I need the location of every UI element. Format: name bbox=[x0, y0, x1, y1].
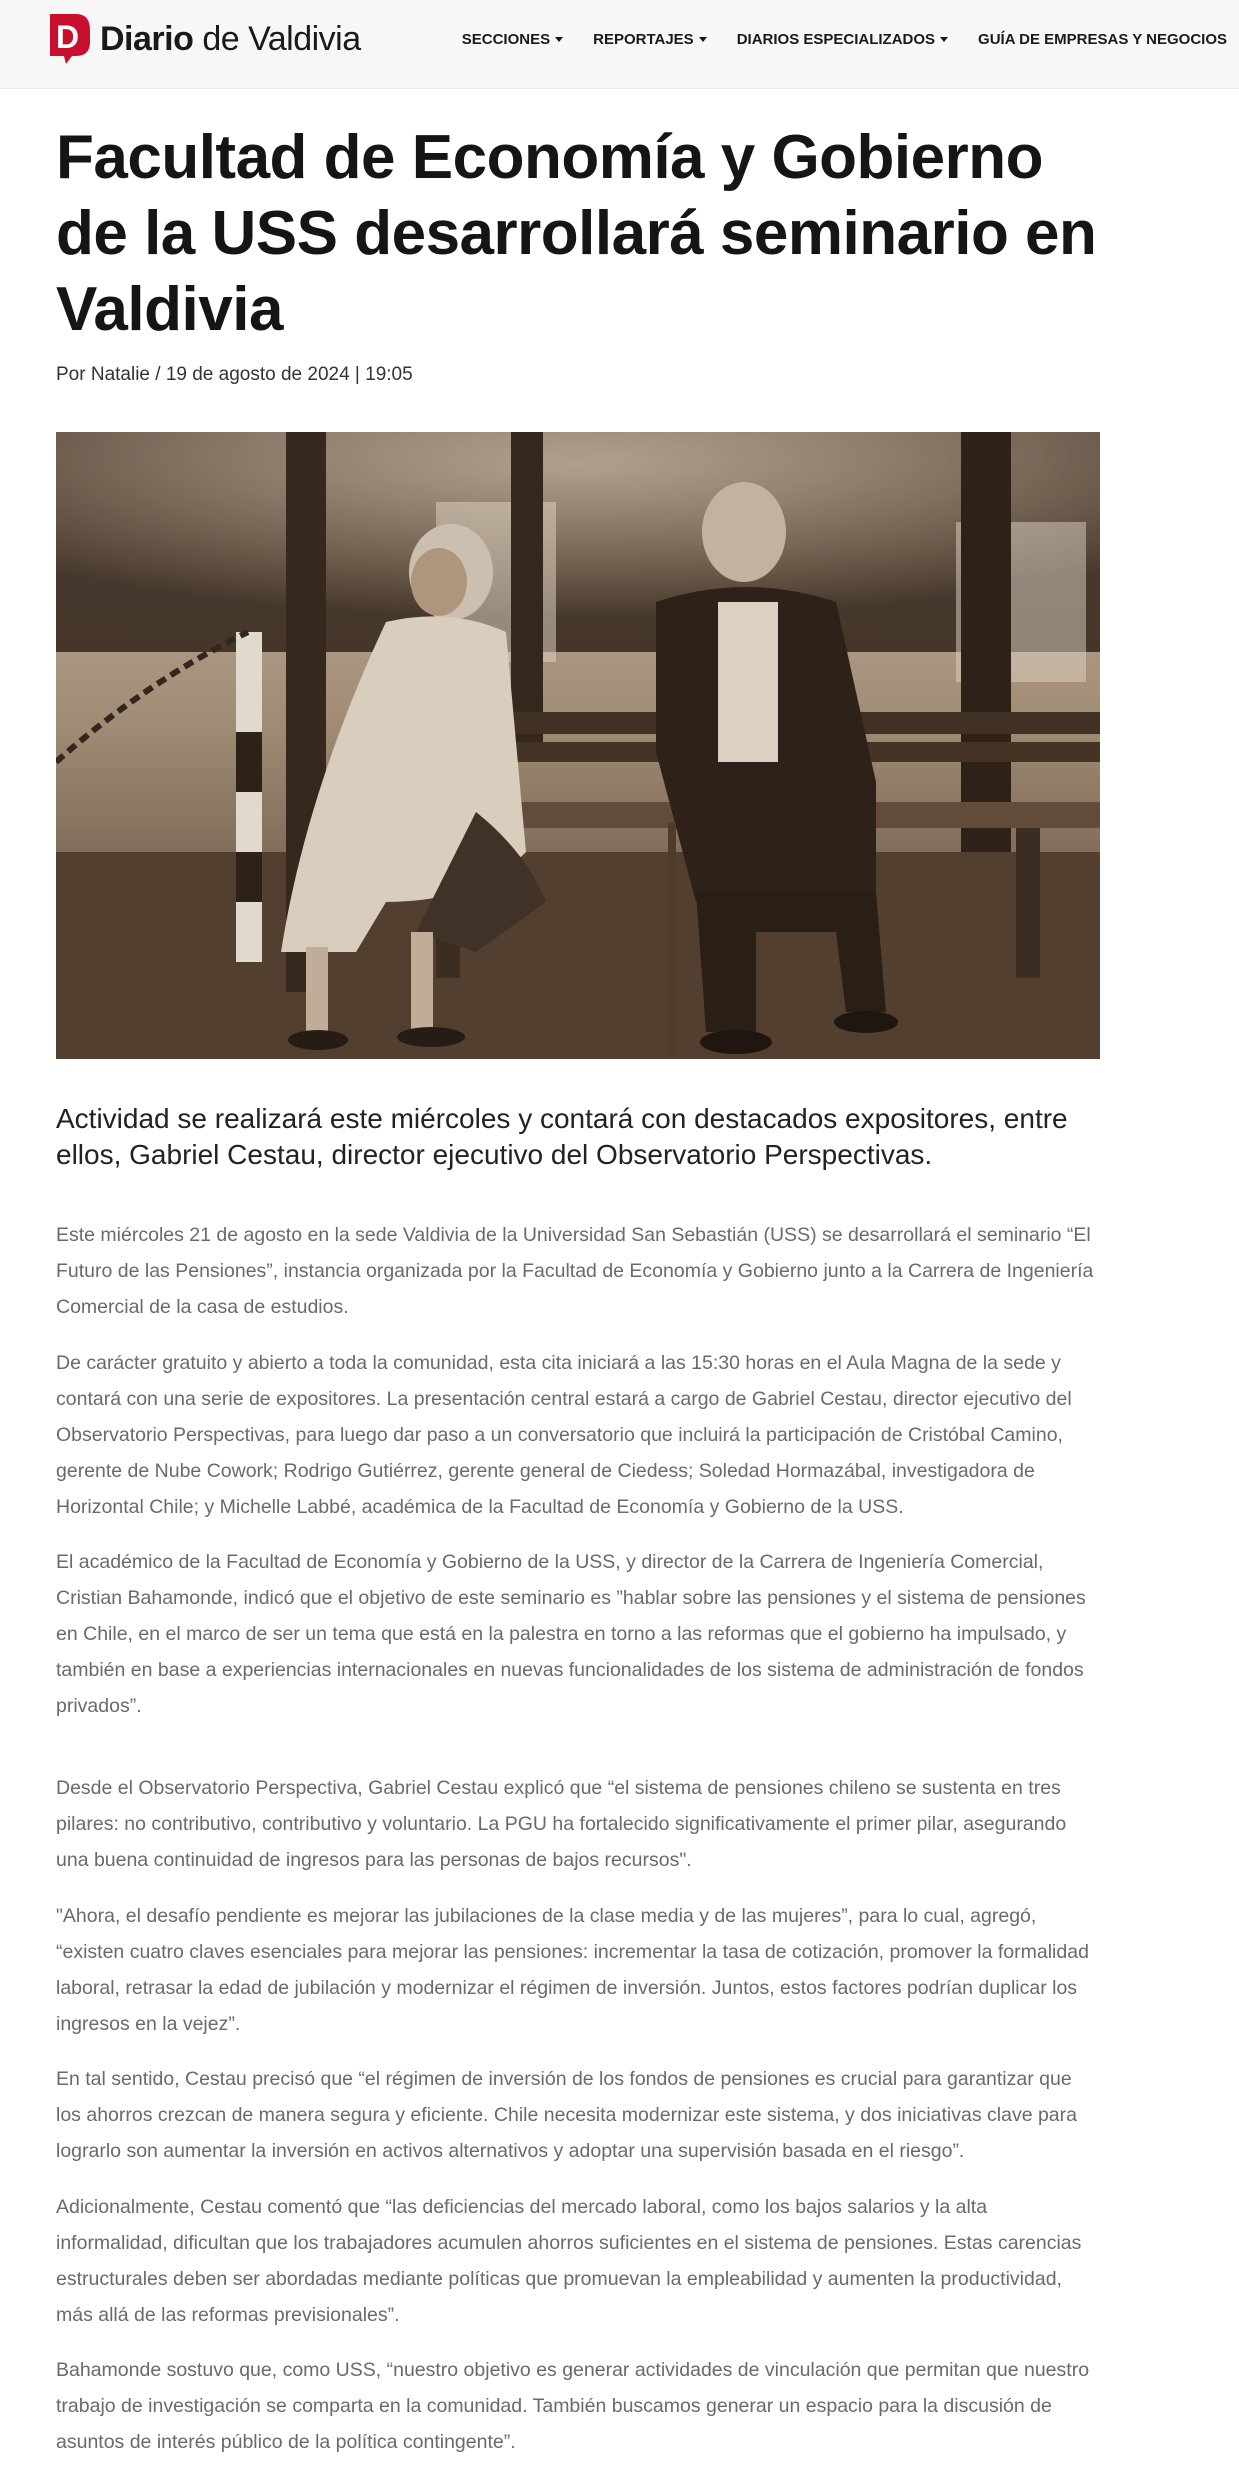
article bbox=[56, 88, 1100, 2480]
main-nav bbox=[462, 0, 1239, 78]
article-paragraph: De carácter gratuito y abierto a toda la comunidad, esta cita iniciará a las 15:30 horas en el Aula Magna de la sede y contará con una serie de expositores. La presentación central estará a cargo de Gabriel Cestau, director ejecutivo del Observatorio Perspectivas, para luego dar paso a un conversatorio que incluirá la participación de Cristóbal Camino, gerente de Nube Cowork; Rodrigo Gutiérrez, gerente general de Ciedess; Soledad Hormazábal, investigadora de Horizontal Chile; y Michelle Labbé, académica de la Facultad de Economía y Gobierno de la USS. bbox=[56, 1351, 1072, 1518]
nav-item-secciones[interactable] bbox=[462, 31, 563, 48]
article-paragraph: Adicionalmente, Cestau comentó que “las deficiencias del mercado laboral, como los bajos salarios y la alta informalidad, dificultan que los trabajadores acumulen ahorros suficientes en el sistema de pensiones. Estas carencias estructurales deben ser abordadas mediante políticas que promuevan la empleabilidad y aumenten la productividad, más allá de las reformas previsionales”. bbox=[56, 2195, 1082, 2326]
nav-label: SECCIONES bbox=[461, 30, 551, 48]
article-paragraph: El académico de la Facultad de Economía y Gobierno de la USS, y director de la Carrera de Ingeniería Comercial, Cristian Bahamonde, indicó que el objetivo de este seminario es ”hablar sobre las pensiones y el sistema de pensiones en Chile, en el marco de ser un tema que está en la palestra en torno a las reformas que el gobierno ha impulsado, y también en base a experiencias internacionales en nuevas funcionalidades de los sistema de administración de fondos privados”. bbox=[56, 1551, 1086, 1717]
logo-wordmark bbox=[100, 20, 361, 59]
nav-item-diarios-especializados[interactable] bbox=[737, 31, 948, 48]
nav-label: DIARIOS ESPECIALIZADOS bbox=[736, 30, 936, 48]
nav-item-reportajes[interactable] bbox=[593, 31, 707, 48]
article-lead: Actividad se realizará este miércoles y contará con destacados expositores, entre ellos, Gabriel Cestau, director ejecutivo del Observatorio Perspectivas. bbox=[56, 1103, 1068, 1170]
article-byline: Por Natalie / 19 de agosto de 2024 | 19:05 bbox=[56, 364, 413, 385]
nav-item-guia-empresas[interactable] bbox=[978, 31, 1227, 48]
caret-down-icon bbox=[940, 37, 948, 42]
hero-image bbox=[56, 432, 1100, 1059]
caret-down-icon bbox=[555, 37, 563, 42]
article-title: Facultad de Economía y Gobierno de la USS desarrollará seminario en Valdivia bbox=[56, 123, 1097, 344]
article-paragraph: Este miércoles 21 de agosto en la sede Valdivia de la Universidad San Sebastián (USS) se desarrollará el seminario “El Futuro de las Pensiones”, instancia organizada por la Facultad de Economía y Gobierno junto a la Carrera de Ingeniería Comercial de la casa de estudios. bbox=[56, 1224, 1094, 1318]
site-header bbox=[0, 0, 1239, 89]
nav-label: GUÍA DE EMPRESAS Y NEGOCIOS bbox=[978, 30, 1227, 48]
article-paragraph: Desde el Observatorio Perspectiva, Gabriel Cestau explicó que “el sistema de pensiones chileno se sustenta en tres pilares: no contributivo, contributivo y voluntario. La PGU ha fortalecido significativamente el primer pilar, asegurando una buena continuidad de ingresos para las personas de bajos recursos". bbox=[56, 1777, 1067, 1871]
article-paragraph: "Ahora, el desafío pendiente es mejorar las jubilaciones de la clase media y de las mujeres”, para lo cual, agregó, “existen cuatro claves esenciales para mejorar las pensiones: incrementar la tasa de cotización, promover la formalidad laboral, retrasar la edad de jubilación y modernizar el régimen de inversión. Juntos, estos factores podrían duplicar los ingresos en la vejez”. bbox=[56, 1904, 1089, 2035]
caret-down-icon bbox=[699, 37, 707, 42]
article-paragraph: Bahamonde sostuvo que, como USS, “nuestro objetivo es generar actividades de vinculación que permitan que nuestro trabajo de investigación se comparta en la comunidad. También buscamos generar un espacio para la discusión de asuntos de interés público de la política contingente”. bbox=[56, 2359, 1090, 2453]
logo-letter: D bbox=[56, 19, 80, 55]
logo-mark-icon bbox=[48, 12, 92, 66]
logo-word-valdivia: de Valdivia bbox=[202, 19, 361, 58]
site-logo[interactable] bbox=[48, 12, 361, 66]
nav-label: REPORTAJES bbox=[593, 30, 694, 48]
article-paragraph: En tal sentido, Cestau precisó que “el régimen de inversión de los fondos de pensiones es crucial para garantizar que los ahorros crezcan de manera segura y eficiente. Chile necesita modernizar este sistema, y dos iniciativas clave para lograrlo son aumentar la inversión en activos alternativos y adoptar una supervisión basada en el riesgo”. bbox=[56, 2068, 1077, 2162]
logo-word-diario: Diario bbox=[100, 19, 194, 58]
